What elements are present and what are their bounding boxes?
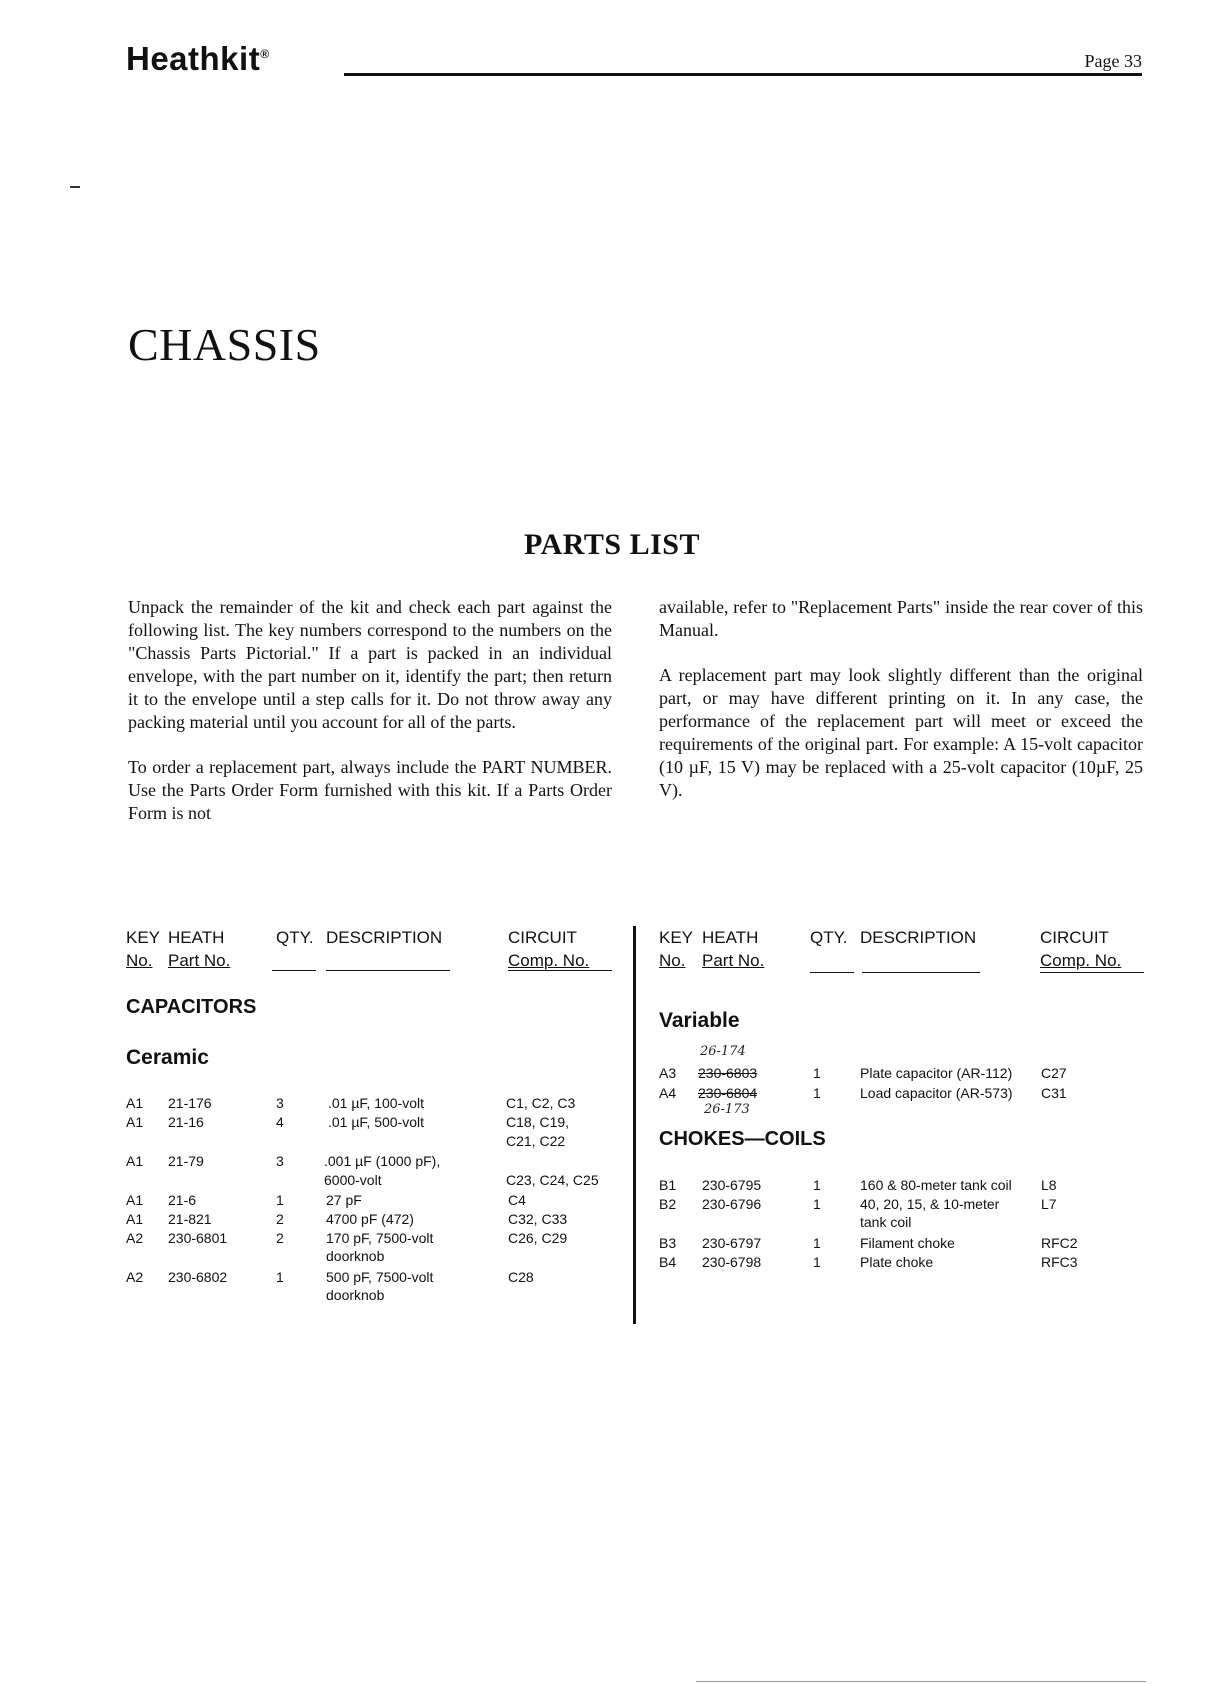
header-key-line1: KEY <box>126 928 161 947</box>
row-qty: 2 <box>276 1211 284 1227</box>
row-circuit: C31 <box>1041 1085 1067 1101</box>
header-key-line2: No. <box>126 951 153 970</box>
row-part: 230-6804 <box>698 1085 758 1101</box>
circuit-header-rule <box>1040 972 1144 973</box>
header-qty: QTY. <box>810 928 848 947</box>
row-desc: 500 pF, 7500-volt <box>326 1269 434 1285</box>
intro-paragraph-1: Unpack the remainder of the kit and check each part against the following list. The key numbers correspond to the numbers on the "Chassis Parts Pictorial." If a part is packed in an individual envelope, with the part number on it, identify the part; then return it to the envelope until a step calls for it. Do not throw away any packing material until you account for all of the parts. <box>128 597 612 732</box>
row-part: 21-176 <box>168 1095 212 1111</box>
header-circuit <box>1040 926 1121 972</box>
header-key <box>126 926 160 972</box>
handwritten-note: 26-174 <box>700 1044 746 1059</box>
row-qty: 1 <box>813 1235 821 1251</box>
row-circuit: RFC2 <box>1041 1235 1078 1251</box>
footer-rule <box>696 1681 1146 1682</box>
row-desc: Filament choke <box>860 1235 955 1251</box>
row-circuit: C23, C24, C25 <box>506 1172 599 1188</box>
description-header-rule <box>862 972 980 973</box>
row-circuit: C26, C29 <box>508 1230 568 1246</box>
page-number: Page 33 <box>1084 51 1142 71</box>
row-key: A3 <box>659 1065 677 1081</box>
row-desc: .001 µF (1000 pF), <box>324 1153 441 1169</box>
row-part: 230-6803 <box>698 1065 758 1081</box>
description-header-rule <box>326 970 450 971</box>
row-key: A2 <box>126 1230 144 1246</box>
row-qty: 1 <box>276 1192 284 1208</box>
row-key: B3 <box>659 1235 677 1251</box>
header-circuit <box>508 926 589 972</box>
intro-paragraph-4: A replacement part may look slightly different than the original part, or may have different printing on it. In any case, the performance of the replacement part will meet or exceed the requirements of the original part. For example: A 15-volt capacitor (10 µF, 15 V) may be replaced with a 25-volt capacitor (10µF, 25 V). <box>659 665 1143 800</box>
row-part: 230-6796 <box>702 1196 762 1212</box>
row-key: A4 <box>659 1085 677 1101</box>
row-desc-cont: doorknob <box>326 1248 385 1264</box>
intro-left-column <box>128 596 612 825</box>
row-key: A1 <box>126 1114 144 1130</box>
row-desc: 160 & 80-meter tank coil <box>860 1177 1012 1193</box>
row-key: B2 <box>659 1196 677 1212</box>
row-desc-cont: doorknob <box>326 1287 385 1303</box>
header-heath-line1: HEATH <box>702 928 759 947</box>
row-qty: 1 <box>813 1254 821 1270</box>
qty-header-rule <box>810 972 854 973</box>
header-heath <box>702 926 764 972</box>
row-part: 230-6798 <box>702 1254 762 1270</box>
intro-paragraph-3: available, refer to "Replacement Parts" inside the rear cover of this Manual. <box>659 597 1143 640</box>
row-key: B1 <box>659 1177 677 1193</box>
qty-header-rule <box>272 970 316 971</box>
row-key: A1 <box>126 1095 144 1111</box>
row-key: B4 <box>659 1254 677 1270</box>
header-description: DESCRIPTION <box>860 928 977 947</box>
row-circuit: C27 <box>1041 1065 1067 1081</box>
row-circuit: C4 <box>508 1192 526 1208</box>
row-circuit: L7 <box>1041 1196 1057 1212</box>
row-part: 21-79 <box>168 1153 204 1169</box>
group-chokes-coils: CHOKES—COILS <box>659 1128 826 1150</box>
row-circuit: RFC3 <box>1041 1254 1078 1270</box>
subgroup-ceramic: Ceramic <box>126 1046 209 1069</box>
row-circuit: L8 <box>1041 1177 1057 1193</box>
header-heath-line2: Part No. <box>702 951 765 970</box>
header-circuit-line1: CIRCUIT <box>508 928 577 947</box>
header-key-line2: No. <box>659 951 686 970</box>
row-part: 21-821 <box>168 1211 212 1227</box>
row-qty: 3 <box>276 1095 284 1111</box>
row-qty: 1 <box>813 1177 821 1193</box>
header-circuit-line2: Comp. No. <box>508 951 590 970</box>
row-part: 230-6801 <box>168 1230 228 1246</box>
row-qty: 1 <box>813 1196 821 1212</box>
row-key: A1 <box>126 1211 144 1227</box>
row-qty: 1 <box>276 1269 284 1285</box>
row-desc: Load capacitor (AR-573) <box>860 1085 1013 1101</box>
row-circuit: C18, C19, <box>506 1114 570 1130</box>
header-description: DESCRIPTION <box>326 928 443 947</box>
parts-list-heading: PARTS LIST <box>524 528 700 561</box>
row-circuit-cont: C21, C22 <box>506 1133 566 1149</box>
row-desc: .01 µF, 500-volt <box>328 1114 425 1130</box>
row-desc: 4700 pF (472) <box>326 1211 414 1227</box>
stray-mark <box>70 186 80 188</box>
registered-mark: ® <box>260 47 270 61</box>
row-desc: 170 pF, 7500-volt <box>326 1230 434 1246</box>
row-desc: 40, 20, 15, & 10-meter <box>860 1196 1000 1212</box>
row-qty: 3 <box>276 1153 284 1169</box>
row-qty: 1 <box>813 1065 821 1081</box>
row-qty: 4 <box>276 1114 284 1130</box>
row-desc-cont: 6000-volt <box>324 1172 382 1188</box>
handwritten-note: 26-173 <box>704 1102 750 1117</box>
row-qty: 2 <box>276 1230 284 1246</box>
row-qty: 1 <box>813 1085 821 1101</box>
header-rule <box>344 73 1142 76</box>
row-key: A1 <box>126 1192 144 1208</box>
header-heath-line1: HEATH <box>168 928 225 947</box>
group-capacitors: CAPACITORS <box>126 996 257 1018</box>
header-qty: QTY. <box>276 928 314 947</box>
row-circuit: C28 <box>508 1269 534 1285</box>
row-desc: .01 µF, 100-volt <box>328 1095 425 1111</box>
header-circuit-line1: CIRCUIT <box>1040 928 1109 947</box>
row-part: 230-6795 <box>702 1177 762 1193</box>
brand-logo <box>126 40 270 78</box>
row-key: A2 <box>126 1269 144 1285</box>
subgroup-variable: Variable <box>659 1009 740 1032</box>
header-heath-line2: Part No. <box>168 951 231 970</box>
intro-right-column <box>659 596 1143 802</box>
row-part: 21-6 <box>168 1192 197 1208</box>
row-part: 230-6802 <box>168 1269 228 1285</box>
row-desc: Plate choke <box>860 1254 934 1270</box>
circuit-header-rule <box>508 970 612 971</box>
header-key-line1: KEY <box>659 928 694 947</box>
row-circuit: C32, C33 <box>508 1211 568 1227</box>
row-desc: Plate capacitor (AR-112) <box>860 1065 1013 1081</box>
row-desc: 27 pF <box>326 1192 362 1208</box>
row-part: 230-6797 <box>702 1235 762 1251</box>
row-part: 21-16 <box>168 1114 204 1130</box>
header-heath <box>168 926 230 972</box>
row-key: A1 <box>126 1153 144 1169</box>
header-key <box>659 926 693 972</box>
column-divider <box>633 926 636 1324</box>
header-circuit-line2: Comp. No. <box>1040 951 1122 970</box>
row-desc-cont: tank coil <box>860 1214 912 1230</box>
brand-name: Heathkit <box>126 40 261 77</box>
row-circuit: C1, C2, C3 <box>506 1095 576 1111</box>
intro-paragraph-2: To order a replacement part, always include the PART NUMBER. Use the Parts Order Form furnished with this kit. If a Parts Order Form is not <box>128 757 612 823</box>
section-title: CHASSIS <box>128 319 321 370</box>
